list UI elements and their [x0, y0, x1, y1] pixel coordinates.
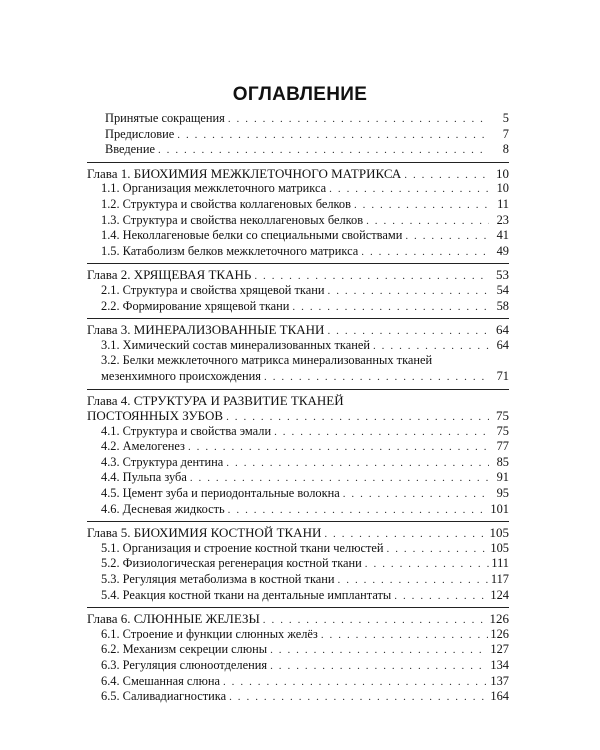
- toc-section-label: 4.2. Амелогенез: [101, 439, 185, 454]
- toc-section[interactable]: [87, 299, 509, 315]
- toc-chapter-page: 75: [496, 408, 509, 424]
- toc-section[interactable]: [87, 439, 509, 455]
- toc-section-page: 58: [496, 298, 509, 313]
- toc-section-page: 10: [496, 181, 509, 196]
- dot-leader: [226, 456, 489, 472]
- toc-section-page: 124: [490, 587, 509, 602]
- dot-leader: [366, 214, 489, 230]
- toc-entry-page: 8: [502, 142, 509, 157]
- toc-section[interactable]: [87, 197, 509, 213]
- toc-section-page: 126: [490, 626, 509, 641]
- toc-section[interactable]: [87, 455, 509, 471]
- toc-section-label: 4.3. Структура дентина: [101, 454, 224, 469]
- dot-leader: [229, 690, 488, 706]
- toc-entry-page: 5: [502, 111, 509, 125]
- toc-section-label: 2.1. Структура и свойства хрящевой ткани: [101, 282, 325, 297]
- chapter-divider: [87, 318, 509, 319]
- toc-section-label: 1.5. Катаболизм белков межклеточного матрикса: [101, 243, 359, 258]
- dot-leader: [264, 370, 489, 386]
- toc-section[interactable]: [87, 627, 509, 643]
- dot-leader: [228, 112, 489, 128]
- dot-leader: [354, 198, 489, 214]
- toc-section-label: 6.1. Строение и функции слюнных желёз: [101, 626, 318, 641]
- toc-section[interactable]: [87, 338, 509, 354]
- dot-leader: [188, 440, 489, 456]
- dot-leader: [361, 245, 489, 261]
- dot-leader: [158, 143, 489, 159]
- toc-section-page: 75: [496, 423, 509, 438]
- toc-entry[interactable]: [87, 127, 509, 143]
- toc-section-label: 1.4. Неколлагеновые белки со специальными свойствами: [101, 228, 403, 243]
- toc-entry[interactable]: [87, 142, 509, 158]
- toc-section-label: 6.3. Регуляция слюноотделения: [101, 658, 268, 672]
- toc-section-page: 64: [496, 337, 509, 352]
- dot-leader: [343, 487, 489, 503]
- toc-section[interactable]: [87, 502, 509, 518]
- toc-section[interactable]: [87, 283, 509, 299]
- toc-section-page: 91: [496, 470, 509, 485]
- dot-leader: [338, 573, 489, 589]
- toc-section[interactable]: [87, 541, 509, 557]
- toc-chapter[interactable]: [87, 267, 509, 283]
- chapter-divider: [87, 162, 509, 163]
- dot-leader: [223, 675, 488, 691]
- toc-section[interactable]: [87, 470, 509, 486]
- toc-section-label: 4.1. Структура и свойства эмали: [101, 423, 272, 438]
- dot-leader: [321, 628, 489, 644]
- toc-section-page: 117: [490, 572, 509, 587]
- toc-section-label: 4.6. Десневая жидкость: [101, 501, 225, 516]
- toc-section-label: 5.3. Регуляция метаболизма в костной ткани: [101, 572, 335, 587]
- toc-chapter-continuation[interactable]: [87, 408, 509, 424]
- dot-leader: [394, 589, 488, 605]
- page-title: ОГЛАВЛЕНИЕ: [232, 84, 368, 105]
- toc-section[interactable]: [87, 642, 509, 658]
- toc-chapter-page: 10: [496, 165, 509, 181]
- toc-section-label: 5.1. Организация и строение костной ткани челюстей: [101, 540, 384, 555]
- dot-leader: [373, 339, 489, 355]
- toc-chapter-title: Глава 6. СЛЮННЫЕ ЖЕЛЕЗЫ: [87, 611, 260, 627]
- toc-section-page: 105: [490, 540, 509, 555]
- chapter-divider: [87, 389, 509, 390]
- toc-section-page: 77: [496, 439, 509, 454]
- table-of-contents: [87, 111, 509, 705]
- toc-section-page: 71: [496, 368, 509, 383]
- toc-chapter[interactable]: [87, 525, 509, 541]
- toc-section[interactable]: [87, 353, 509, 369]
- toc-chapter-page: 105: [489, 525, 509, 541]
- chapter-divider: [87, 607, 509, 608]
- toc-section[interactable]: [87, 689, 509, 705]
- dot-leader: [270, 659, 488, 675]
- toc-section-page: 49: [496, 243, 509, 258]
- toc-section[interactable]: [87, 244, 509, 260]
- toc-section-page: 54: [496, 282, 509, 297]
- toc-section-label: 1.1. Организация межклеточного матрикса: [101, 181, 327, 196]
- toc-entry-page: 7: [502, 126, 509, 141]
- dot-leader: [228, 503, 489, 519]
- toc-entry-label: Предисловие: [105, 126, 175, 141]
- toc-chapter-title: Глава 1. БИОХИМИЯ МЕЖКЛЕТОЧНОГО МАТРИКСА: [87, 165, 402, 181]
- toc-section[interactable]: [87, 213, 509, 229]
- dot-leader: [292, 300, 489, 316]
- dot-leader: [328, 284, 489, 300]
- toc-entry-label: Введение: [105, 142, 155, 157]
- toc-section-label: 1.3. Структура и свойства неколлагеновых белков: [101, 212, 364, 227]
- toc-section-label: 5.4. Реакция костной ткани на дентальные имплантаты: [101, 587, 392, 602]
- dot-leader: [405, 229, 489, 245]
- toc-chapter-title-cont: ПОСТОЯННЫХ ЗУБОВ: [87, 408, 224, 424]
- dot-leader: [365, 557, 489, 573]
- toc-section-page: 134: [490, 658, 509, 672]
- toc-section-label: 3.2. Белки межклеточного матрикса минерализованных тканей: [101, 353, 433, 368]
- toc-section-label: 5.2. Физиологическая регенерация костной ткани: [101, 556, 362, 571]
- toc-chapter-page: 53: [496, 267, 509, 283]
- toc-section-label: 6.4. Смешанная слюна: [101, 673, 220, 688]
- chapter-divider: [87, 263, 509, 264]
- chapter-divider: [87, 521, 509, 522]
- toc-section-page: 41: [496, 228, 509, 243]
- toc-section-continuation[interactable]: [87, 369, 509, 385]
- toc-section-page: 127: [490, 642, 509, 657]
- toc-entry-label: Принятые сокращения: [105, 111, 225, 125]
- toc-section[interactable]: [87, 556, 509, 572]
- dot-leader: [404, 168, 489, 184]
- dot-leader: [190, 471, 489, 487]
- dot-leader: [270, 643, 488, 659]
- toc-section[interactable]: [87, 486, 509, 502]
- toc-section-label: 1.2. Структура и свойства коллагеновых белков: [101, 196, 351, 211]
- toc-section-label: 3.1. Химический состав минерализованных тканей: [101, 337, 370, 352]
- toc-section-page: 23: [496, 212, 509, 227]
- toc-section-label: 6.2. Механизм секреции слюны: [101, 642, 268, 657]
- toc-chapter[interactable]: [87, 322, 509, 338]
- toc-section[interactable]: [87, 424, 509, 440]
- toc-chapter-title: Глава 3. МИНЕРАЛИЗОВАННЫЕ ТКАНИ: [87, 322, 325, 338]
- toc-chapter[interactable]: [87, 393, 509, 409]
- toc-section[interactable]: [87, 228, 509, 244]
- toc-section-label: 6.5. Саливадиагностика: [101, 689, 227, 704]
- toc-section[interactable]: [87, 181, 509, 197]
- toc-section-page: 101: [490, 501, 509, 516]
- toc-chapter-page: 64: [496, 322, 509, 338]
- toc-section[interactable]: [87, 572, 509, 588]
- toc-section-label-cont: мезенхимного происхождения: [101, 368, 262, 383]
- toc-section[interactable]: [87, 658, 509, 674]
- dot-leader: [177, 128, 489, 144]
- toc-section-page: 164: [490, 689, 509, 704]
- toc-section-label: 4.4. Пульпа зуба: [101, 470, 187, 485]
- toc-chapter-title: Глава 4. СТРУКТУРА И РАЗВИТИЕ ТКАНЕЙ: [87, 392, 344, 408]
- toc-chapter-title: Глава 5. БИОХИМИЯ КОСТНОЙ ТКАНИ: [87, 525, 322, 541]
- toc-section-page: 111: [491, 556, 509, 571]
- toc-chapter[interactable]: [87, 166, 509, 182]
- toc-chapter-page: 126: [489, 611, 509, 627]
- toc-section-page: 11: [497, 196, 509, 211]
- toc-entry[interactable]: [87, 111, 509, 127]
- toc-section-page: 85: [496, 454, 509, 469]
- toc-section-page: 137: [490, 673, 509, 688]
- toc-section[interactable]: [87, 674, 509, 690]
- dot-leader: [329, 182, 489, 198]
- toc-section-label: 4.5. Цемент зуба и периодонтальные волокна: [101, 486, 340, 501]
- toc-chapter-title: Глава 2. ХРЯЩЕВАЯ ТКАНЬ: [87, 267, 252, 283]
- toc-chapter[interactable]: [87, 611, 509, 627]
- toc-section-page: 95: [496, 486, 509, 501]
- toc-section-label: 2.2. Формирование хрящевой ткани: [101, 298, 290, 313]
- dot-leader: [274, 425, 489, 441]
- toc-section[interactable]: [87, 588, 509, 604]
- dot-leader: [387, 542, 489, 558]
